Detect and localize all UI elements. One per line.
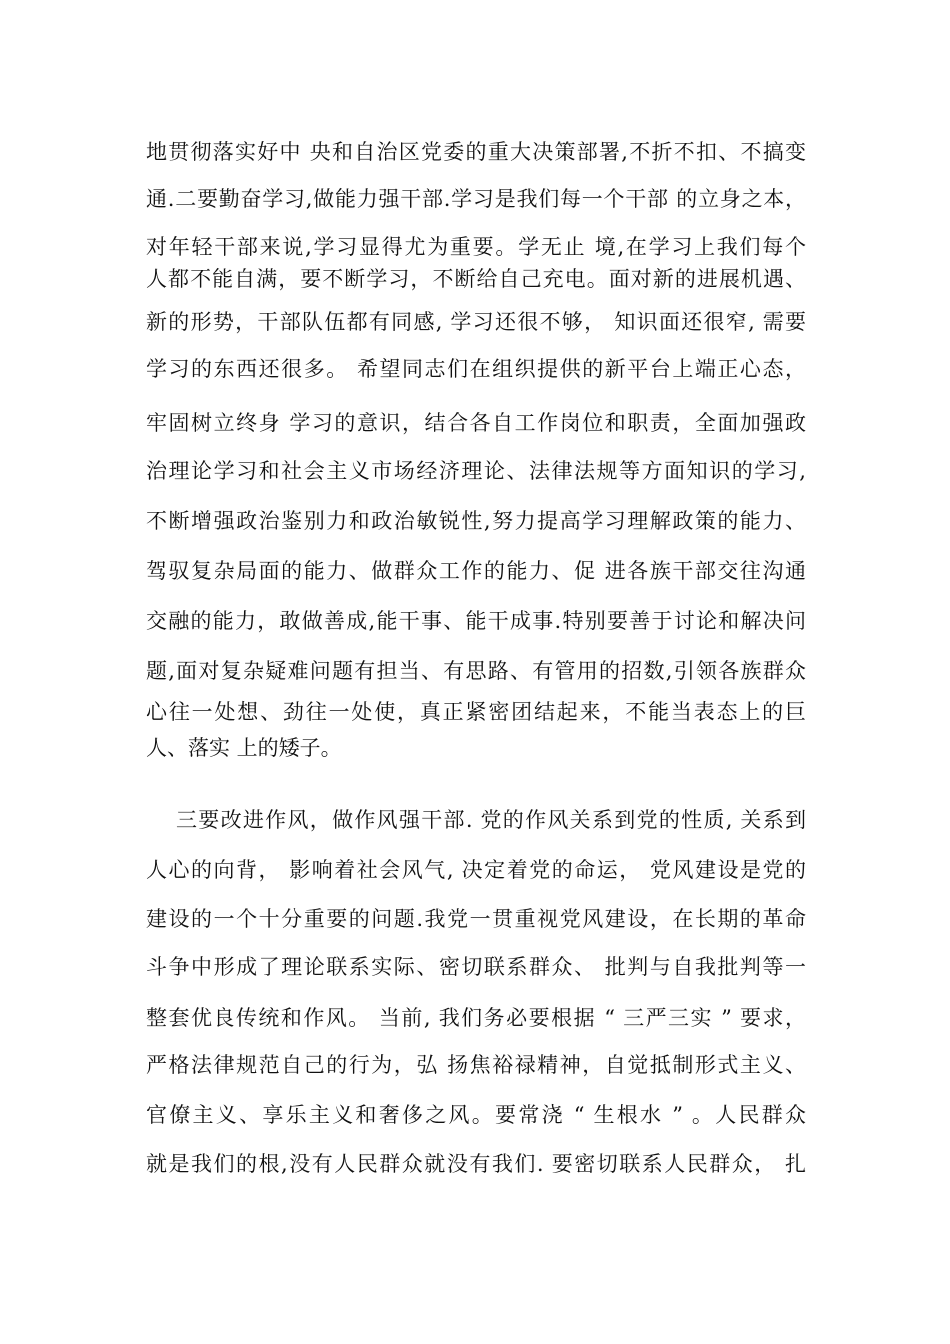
paragraph-2-line-8: 就是我们的根,没有人民群众就没有我们. 要密切联系人民群众， 扎 <box>146 1152 806 1176</box>
paragraph-2-line-4: 斗争中形成了理论联系实际、密切联系群众、 批判与自我批判等一 <box>146 955 806 979</box>
paragraph-1-line-4: 人都不能自满，要不断学习，不断给自己充电。面对新的进展机遇、 <box>146 267 806 291</box>
paragraph-2-line-2: 人心的向背， 影响着社会风气, 决定着党的命运， 党风建设是党的 <box>146 858 806 882</box>
paragraph-1-line-3: 对年轻干部来说,学习显得尤为重要。学无止 境,在学习上我们每个 <box>146 235 806 259</box>
paragraph-2-line-6: 严格法律规范自己的行为，弘 扬焦裕禄精神，自觉抵制形式主义、 <box>146 1053 806 1077</box>
paragraph-1-line-1: 地贯彻落实好中 央和自治区党委的重大决策部署,不折不扣、不搞变 <box>146 140 806 164</box>
paragraph-1-line-5: 新的形势，干部队伍都有同感, 学习还很不够， 知识面还很窄, 需要 <box>146 310 806 334</box>
paragraph-1-line-11: 交融的能力，敢做善成,能干事、能干成事.特别要善于讨论和解决问 <box>146 609 806 633</box>
paragraph-2-line-5: 整套优良传统和作风。 当前, 我们务必要根据 “ 三严三实 ” 要求， <box>146 1006 806 1030</box>
paragraph-1-line-12: 题,面对复杂疑难问题有担当、有思路、有管用的招数,引领各族群众 <box>146 659 806 683</box>
paragraph-1-line-13: 心往一处想、劲往一处使，真正紧密团结起来，不能当表态上的巨 <box>146 700 806 724</box>
paragraph-1-line-14: 人、落实 上的矮子。 <box>146 736 342 760</box>
paragraph-1-line-6: 学习的东西还很多。 希望同志们在组织提供的新平台上端正心态， <box>146 357 806 381</box>
paragraph-2-line-1: 三要改进作风，做作风强干部. 党的作风关系到党的性质, 关系到 <box>176 808 806 832</box>
paragraph-1-line-7: 牢固树立终身 学习的意识，结合各自工作岗位和职责，全面加强政 <box>146 411 806 435</box>
paragraph-1-line-8: 治理论学习和社会主义市场经济理论、法律法规等方面知识的学习, <box>146 459 806 483</box>
paragraph-2-line-3: 建设的一个十分重要的问题.我党一贯重视党风建设，在长期的革命 <box>146 907 806 931</box>
paragraph-1-line-9: 不断增强政治鉴别力和政治敏锐性,努力提高学习理解政策的能力、 <box>146 509 806 533</box>
paragraph-1-line-2: 通.二要勤奋学习,做能力强干部.学习是我们每一个干部 的立身之本， <box>146 187 806 211</box>
paragraph-1-line-10: 驾驭复杂局面的能力、做群众工作的能力、促 进各族干部交往沟通 <box>146 559 806 583</box>
paragraph-2-line-7: 官僚主义、享乐主义和奢侈之风。要常浇 “ 生根水 ” 。人民群众 <box>146 1103 806 1127</box>
